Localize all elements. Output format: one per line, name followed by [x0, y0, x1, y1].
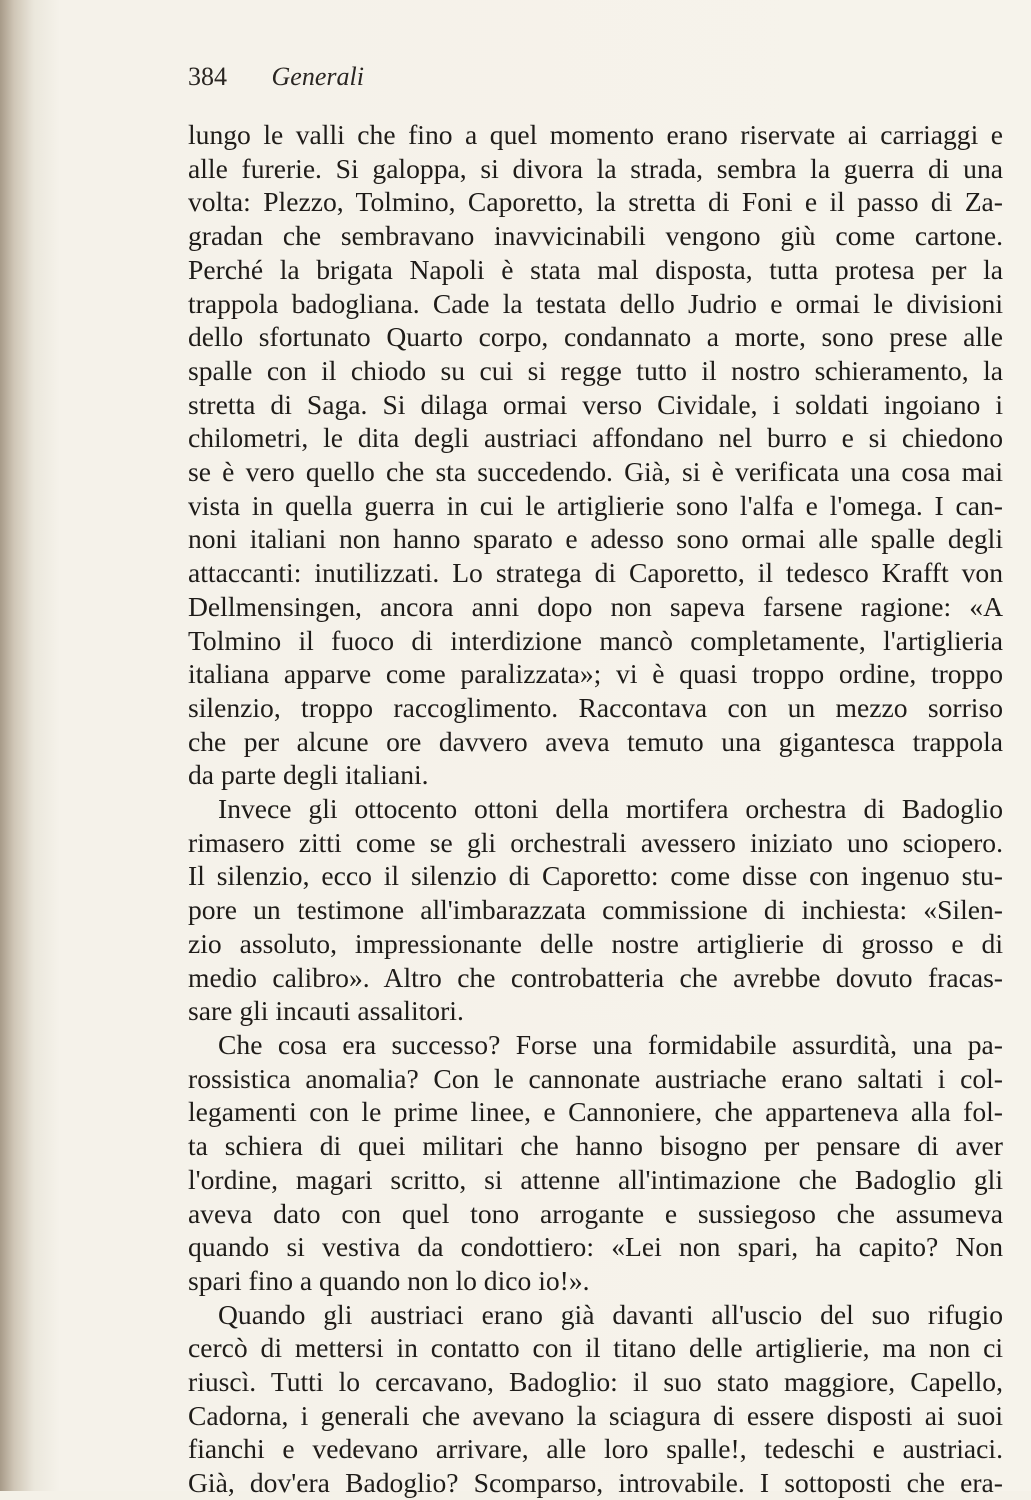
text-line: pore un testimone all'imbarazzata commissione di inchiesta: «Silen-	[188, 894, 1003, 926]
text-line: Quando gli austriaci erano già davanti all'uscio del suo rifugio	[218, 1298, 1003, 1330]
paragraph	[188, 1298, 1003, 1500]
text-line: da parte degli italiani.	[188, 759, 429, 791]
text-line: quando si vestiva da condottiero: «Lei non spari, ha capito? Non	[188, 1231, 1003, 1263]
text-line: legamenti con le prime linee, e Cannoniere, che apparteneva alla fol-	[188, 1096, 1003, 1128]
text-line: attaccanti: inutilizzati. Lo stratega di Caporetto, il tedesco Krafft von	[188, 557, 1003, 589]
text-line: Invece gli ottocento ottoni della mortifera orchestra di Badoglio	[218, 793, 1003, 825]
text-line: spalle con il chiodo su cui si regge tutto il nostro schieramento, la	[188, 354, 1003, 386]
text-line: Cadorna, i generali che avevano la sciagura di essere disposti ai suoi	[188, 1399, 1003, 1431]
running-header	[188, 62, 364, 92]
text-line: alle furerie. Si galoppa, si divora la strada, sembra la guerra di una	[188, 152, 1003, 184]
paragraph	[188, 1028, 1003, 1298]
text-line: Già, dov'era Badoglio? Scomparso, introvabile. I sottoposti che era-	[188, 1467, 1003, 1499]
text-line: trappola badogliana. Cade la testata dello Judrio e ormai le divisioni	[188, 287, 1003, 319]
text-line: ta schiera di quei militari che hanno bisogno per pensare di aver	[188, 1130, 1003, 1162]
text-line: sare gli incauti assalitori.	[188, 995, 464, 1027]
text-line: Il silenzio, ecco il silenzio di Caporetto: come disse con ingenuo stu-	[188, 860, 1003, 892]
text-line: cercò di mettersi in contatto con il titano delle artiglierie, ma non ci	[188, 1332, 1003, 1364]
text-line: aveva dato con quel tono arrogante e sussiegoso che assumeva	[188, 1197, 1003, 1229]
text-line: dello sfortunato Quarto corpo, condannato a morte, sono prese alle	[188, 321, 1003, 353]
text-line: spari fino a quando non lo dico io!».	[188, 1264, 590, 1296]
text-line: stretta di Saga. Si dilaga ormai verso Cividale, i soldati ingoiano i	[188, 388, 1003, 420]
text-line: chilometri, le dita degli austriaci affondano nel burro e si chiedono	[188, 422, 1003, 454]
text-line: Tolmino il fuoco di interdizione mancò completamente, l'artiglieria	[188, 624, 1003, 656]
text-line: riuscì. Tutti lo cercavano, Badoglio: il suo stato maggiore, Capello,	[188, 1366, 1003, 1398]
text-line: silenzio, troppo raccoglimento. Raccontava con un mezzo sorriso	[188, 691, 1003, 723]
text-line: lungo le valli che fino a quel momento erano riservate ai carriaggi e	[188, 119, 1003, 150]
text-line: vista in quella guerra in cui le artiglierie sono l'alfa e l'omega. I can-	[188, 489, 1003, 521]
text-line: Perché la brigata Napoli è stata mal disposta, tutta protesa per la	[188, 253, 1003, 285]
running-title: Generali	[271, 62, 364, 91]
text-line: medio calibro». Altro che controbatteria che avrebbe dovuto fracas-	[188, 961, 1003, 993]
paragraph	[188, 792, 1003, 1028]
body-text	[188, 118, 1003, 1500]
text-line: volta: Plezzo, Tolmino, Caporetto, la stretta di Foni e il passo di Za-	[188, 186, 1003, 218]
text-line: rimasero zitti come se gli orchestrali avessero iniziato uno sciopero.	[188, 826, 1003, 858]
paragraph	[188, 118, 1003, 792]
text-line: che per alcune ore davvero aveva temuto una gigantesca trappola	[188, 725, 1003, 757]
text-line: zio assoluto, impressionante delle nostre artiglierie di grosso e di	[188, 927, 1003, 959]
text-line: gradan che sembravano inavvicinabili vengono giù come cartone.	[188, 220, 1003, 252]
text-line: fianchi e vedevano arrivare, alle loro spalle!, tedeschi e austriaci.	[188, 1433, 1003, 1465]
page-number: 384	[188, 62, 227, 91]
text-line: Che cosa era successo? Forse una formidabile assurdità, una pa-	[218, 1028, 1003, 1060]
text-line: se è vero quello che sta succedendo. Già, si è verificata una cosa mai	[188, 456, 1003, 488]
text-line: noni italiani non hanno sparato e adesso sono ormai alle spalle degli	[188, 523, 1003, 555]
text-line: l'ordine, magari scritto, si attenne all'intimazione che Badoglio gli	[188, 1163, 1003, 1195]
text-line: Dellmensingen, ancora anni dopo non sapeva farsene ragione: «A	[188, 590, 1003, 622]
text-line: rossistica anomalia? Con le cannonate austriache erano saltati i col-	[188, 1062, 1003, 1094]
text-line: italiana apparve come paralizzata»; vi è quasi troppo ordine, troppo	[188, 658, 1003, 690]
